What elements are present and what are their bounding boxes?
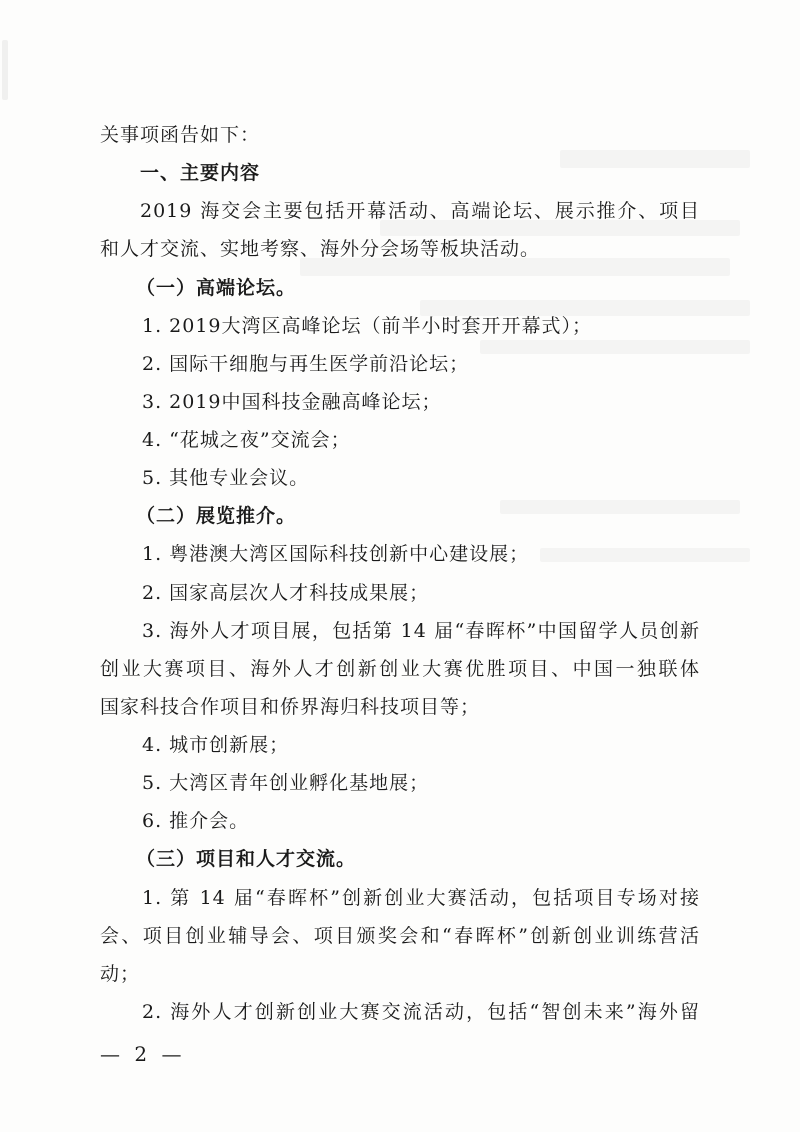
scan-edge-mark bbox=[2, 40, 8, 100]
subsection-heading: （二）展览推介。 bbox=[136, 505, 297, 527]
list-item: 3. 海外人才项目展，包括第 14 届“春晖杯”中国留学人员创新 bbox=[142, 620, 700, 642]
list-item: 1. 第 14 届“春晖杯”创新创业大赛活动，包括项目专场对接 bbox=[142, 887, 700, 909]
scan-show-through bbox=[480, 340, 750, 354]
section-heading: 一、主要内容 bbox=[140, 162, 261, 184]
subsection-heading: （一）高端论坛。 bbox=[136, 277, 297, 299]
list-item: 2. 国家高层次人才科技成果展； bbox=[142, 582, 430, 604]
list-item: 4. “花城之夜”交流会； bbox=[142, 429, 351, 451]
list-item: 6. 推介会。 bbox=[142, 810, 250, 832]
body-text-line: 关事项函告如下： bbox=[100, 124, 261, 146]
list-item: 1. 粤港澳大湾区国际科技创新中心建设展； bbox=[142, 543, 530, 565]
body-text-line: 国家科技合作项目和侨界海归科技项目等； bbox=[100, 696, 481, 718]
scan-show-through bbox=[500, 500, 740, 514]
list-item: 3. 2019中国科技金融高峰论坛； bbox=[142, 391, 442, 413]
body-text-line: 创业大赛项目、海外人才创新创业大赛优胜项目、中国一独联体 bbox=[100, 658, 700, 680]
scan-show-through bbox=[560, 150, 750, 168]
scan-show-through bbox=[540, 548, 750, 562]
list-item: 1. 2019大湾区高峰论坛（前半小时套开开幕式）； bbox=[142, 315, 593, 337]
list-item: 5. 其他专业会议。 bbox=[142, 467, 310, 489]
body-text-line: 动； bbox=[100, 963, 141, 985]
list-item: 5. 大湾区青年创业孵化基地展； bbox=[142, 772, 430, 794]
body-text-line: 2019 海交会主要包括开幕活动、高端论坛、展示推介、项目 bbox=[140, 200, 700, 222]
body-text-line: 会、项目创业辅导会、项目颁奖会和“春晖杯”创新创业训练营活 bbox=[100, 925, 700, 947]
list-item: 4. 城市创新展； bbox=[142, 734, 290, 756]
subsection-heading: （三）项目和人才交流。 bbox=[136, 848, 357, 870]
page-number: — 2 — bbox=[100, 1042, 186, 1066]
body-text-line: 和人才交流、实地考察、海外分会场等板块活动。 bbox=[100, 238, 541, 260]
list-item: 2. 国际干细胞与再生医学前沿论坛； bbox=[142, 353, 470, 375]
list-item: 2. 海外人才创新创业大赛交流活动，包括“智创未来”海外留 bbox=[142, 1001, 700, 1023]
